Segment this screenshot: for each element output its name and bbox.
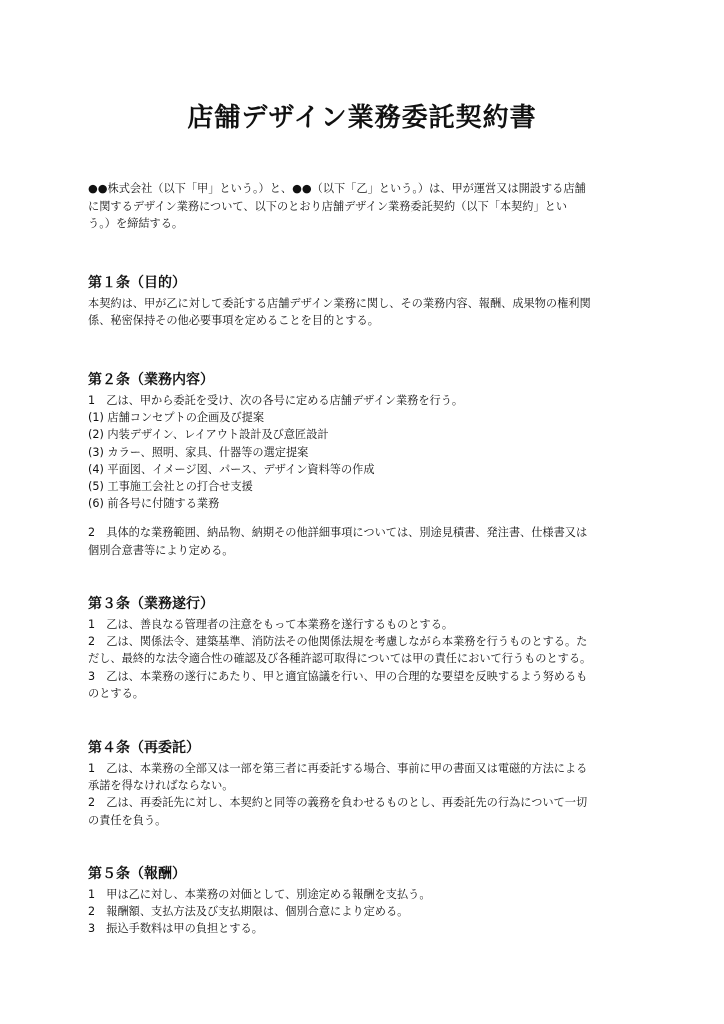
article-line: のとする。 (88, 686, 144, 700)
article-line: だし、最終的な法令適合性の確認及び各種許認可取得については甲の責任において行うものとする。 (88, 652, 592, 666)
article-line: 2 乙は、再委託先に対し、本契約と同等の義務を負わせるものとし、再委託先の行為について一切 (88, 796, 588, 810)
paragraph-gap (88, 512, 648, 524)
article-3 (88, 594, 648, 702)
article-line: (2) 内装デザイン、レイアウト設計及び意匠設計 (88, 428, 329, 442)
intro-line: に関するデザイン業務について、以下のとおり店舗デザイン業務委託契約（以下「本契約」とい (88, 199, 568, 213)
article-heading: 第５条（報酬） (88, 866, 186, 882)
article-line: 3 振込手数料は甲の負担とする。 (88, 922, 263, 936)
article-line: 承諾を得なければならない。 (88, 779, 234, 793)
article-4 (88, 738, 648, 829)
article-line: (6) 前各号に付随する業務 (88, 497, 220, 511)
article-heading: 第２条（業務内容） (88, 372, 214, 388)
article-line: 1 乙は、本業務の全部又は一部を第三者に再委託する場合、事前に甲の書面又は電磁的方法による (88, 762, 588, 775)
article-heading: 第３条（業務遂行） (88, 596, 214, 612)
article-line: 1 甲は乙に対し、本業務の対価として、別途定める報酬を支払う。 (88, 888, 431, 901)
article-line: (5) 工事施工会社との打合せ支援 (88, 480, 253, 494)
article-line: 1 乙は、善良なる管理者の注意をもって本業務を遂行するものとする。 (88, 618, 454, 631)
document-title: 店舗デザイン業務委託契約書 (187, 103, 537, 133)
intro-line: ●●株式会社（以下「甲」という。）と、●●（以下「乙」という。）は、甲が運営又は開設する店舗 (88, 182, 586, 195)
article-line: (4) 平面図、イメージ図、パース、デザイン資料等の作成 (88, 462, 375, 476)
article-heading: 第１条（目的） (88, 275, 186, 291)
article-line: 係、秘密保持その他必要事項を定めることを目的とする。 (88, 314, 379, 328)
article-line: 2 具体的な業務範囲、納品物、納期その他詳細事項については、別途見積書、発注書、仕様書又は (88, 526, 588, 540)
article-line: 個別合意書等により定める。 (88, 543, 234, 557)
article-1 (88, 273, 648, 329)
article-heading: 第４条（再委託） (88, 740, 200, 756)
article-line: の責任を負う。 (88, 813, 167, 827)
article-line: 本契約は、甲が乙に対して委託する店舗デザイン業務に関し、その業務内容、報酬、成果物の権利関 (88, 297, 591, 310)
article-line: 2 乙は、関係法令、建築基準、消防法その他関係法規を考慮しながら本業務を行うものとする。た (88, 635, 588, 649)
article-line: 3 乙は、本業務の遂行にあたり、甲と適宜協議を行い、甲の合理的な要望を反映するよう努めるも (88, 669, 588, 683)
article-line: (3) カラー、照明、家具、什器等の選定提案 (88, 445, 309, 459)
article-5 (88, 864, 648, 938)
article-2 (88, 370, 648, 559)
article-line: 1 乙は、甲から委託を受け、次の各号に定める店舗デザイン業務を行う。 (88, 394, 464, 407)
article-line: 2 報酬額、支払方法及び支払期限は、個別合意により定める。 (88, 905, 409, 919)
article-line: (1) 店舗コンセプトの企画及び提案 (88, 411, 265, 425)
intro-line: う。）を締結する。 (88, 217, 184, 230)
intro-paragraph (88, 180, 648, 233)
